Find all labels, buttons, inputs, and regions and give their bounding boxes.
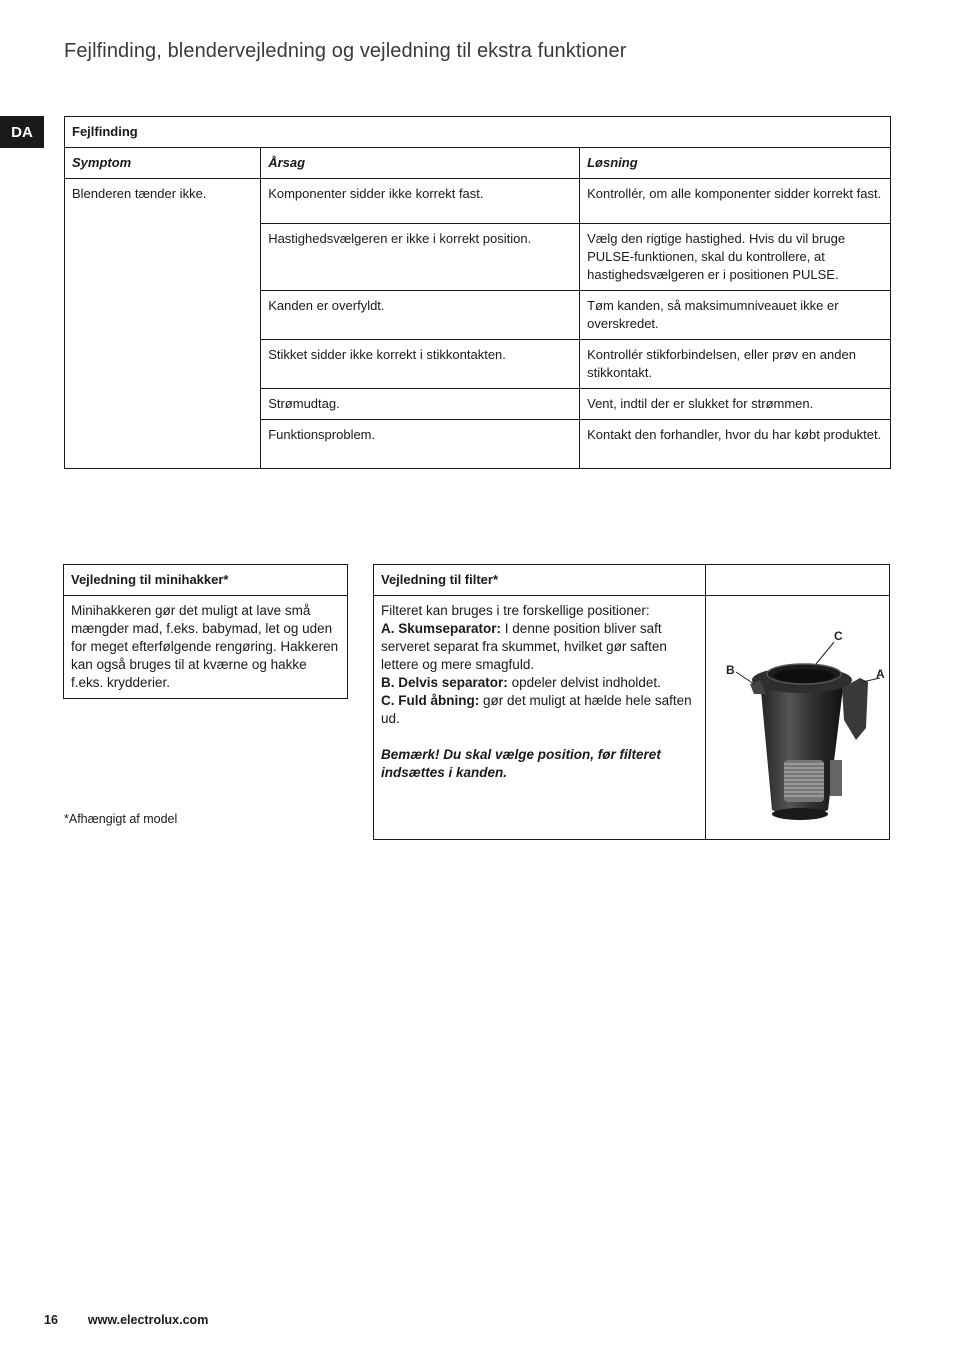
page-footer: [44, 1313, 208, 1327]
filter-b-text: opdeler delvist indholdet.: [507, 675, 661, 690]
diagram-label-b: B: [725, 663, 735, 677]
website-link[interactable]: www.electrolux.com: [87, 1313, 209, 1327]
solution-cell: Kontrollér stikforbindelsen, eller prøv en anden stikkontakt.: [580, 340, 891, 389]
cause-cell: Strømudtag.: [261, 389, 580, 420]
page-number: 16: [44, 1313, 58, 1327]
cause-cell: Kanden er overfyldt.: [261, 291, 580, 340]
footnote: *Afhængigt af model: [64, 812, 178, 826]
filter-a-text: I denne position bliver saft serveret separat fra skummet, hvilket gør saften lettere og mere smagfuld.: [381, 621, 667, 672]
diagram-label-a: A: [875, 667, 885, 681]
filter-text: [374, 596, 706, 840]
minichopper-box: [63, 564, 348, 699]
language-tab: DA: [0, 116, 44, 148]
filter-box: [373, 564, 890, 840]
header-solution: Løsning: [580, 148, 891, 179]
filter-a-label: A. Skumseparator:: [381, 621, 502, 636]
filter-note: Bemærk! Du skal vælge position, før filteret indsættes i kanden.: [381, 747, 661, 780]
filter-image-cell: [706, 596, 890, 840]
filter-c-label: C. Fuld åbning:: [381, 693, 480, 708]
page-title: Fejlfinding, blendervejledning og vejledning til ekstra funktioner: [64, 40, 627, 62]
cause-cell: Funktionsproblem.: [261, 420, 580, 469]
filter-illustration: [710, 600, 886, 830]
header-symptom: Symptom: [65, 148, 261, 179]
solution-cell: Vælg den rigtige hastighed. Hvis du vil bruge PULSE-funktionen, skal du kontrollere, at hastighedsvælgeren er i positionen PULSE.: [580, 224, 891, 291]
troubleshooting-table: [64, 116, 891, 469]
cause-cell: Komponenter sidder ikke korrekt fast.: [261, 179, 580, 224]
cause-cell: Stikket sidder ikke korrekt i stikkontakten.: [261, 340, 580, 389]
diagram-label-c: C: [833, 629, 843, 643]
cause-cell: Hastighedsvælgeren er ikke i korrekt position.: [261, 224, 580, 291]
solution-cell: Kontrollér, om alle komponenter sidder korrekt fast.: [580, 179, 891, 224]
solution-cell: Tøm kanden, så maksimumniveauet ikke er overskredet.: [580, 291, 891, 340]
solution-cell: Vent, indtil der er slukket for strømmen.: [580, 389, 891, 420]
filter-c-text: gør det muligt at hælde hele saften ud.: [381, 693, 692, 726]
filter-intro: Filteret kan bruges i tre forskellige positioner:: [381, 603, 650, 618]
table-row: [65, 179, 891, 224]
filter-b-label: B. Delvis separator:: [381, 675, 508, 690]
filter-title: Vejledning til filter*: [374, 565, 706, 596]
minichopper-body: Minihakkeren gør det muligt at lave små mængder mad, f.eks. babymad, let og uden for meget efterfølgende rengøring. Hakkeren kan også bruges til at kværne og hakke f.eks. krydderier.: [64, 596, 348, 699]
solution-cell: Kontakt den forhandler, hvor du har købt produktet.: [580, 420, 891, 469]
symptom-cell: Blenderen tænder ikke.: [65, 179, 261, 469]
troubleshooting-caption: Fejlfinding: [65, 117, 891, 148]
minichopper-title: Vejledning til minihakker*: [64, 565, 348, 596]
header-cause: Årsag: [261, 148, 580, 179]
filter-title-empty-cell: [706, 565, 890, 596]
